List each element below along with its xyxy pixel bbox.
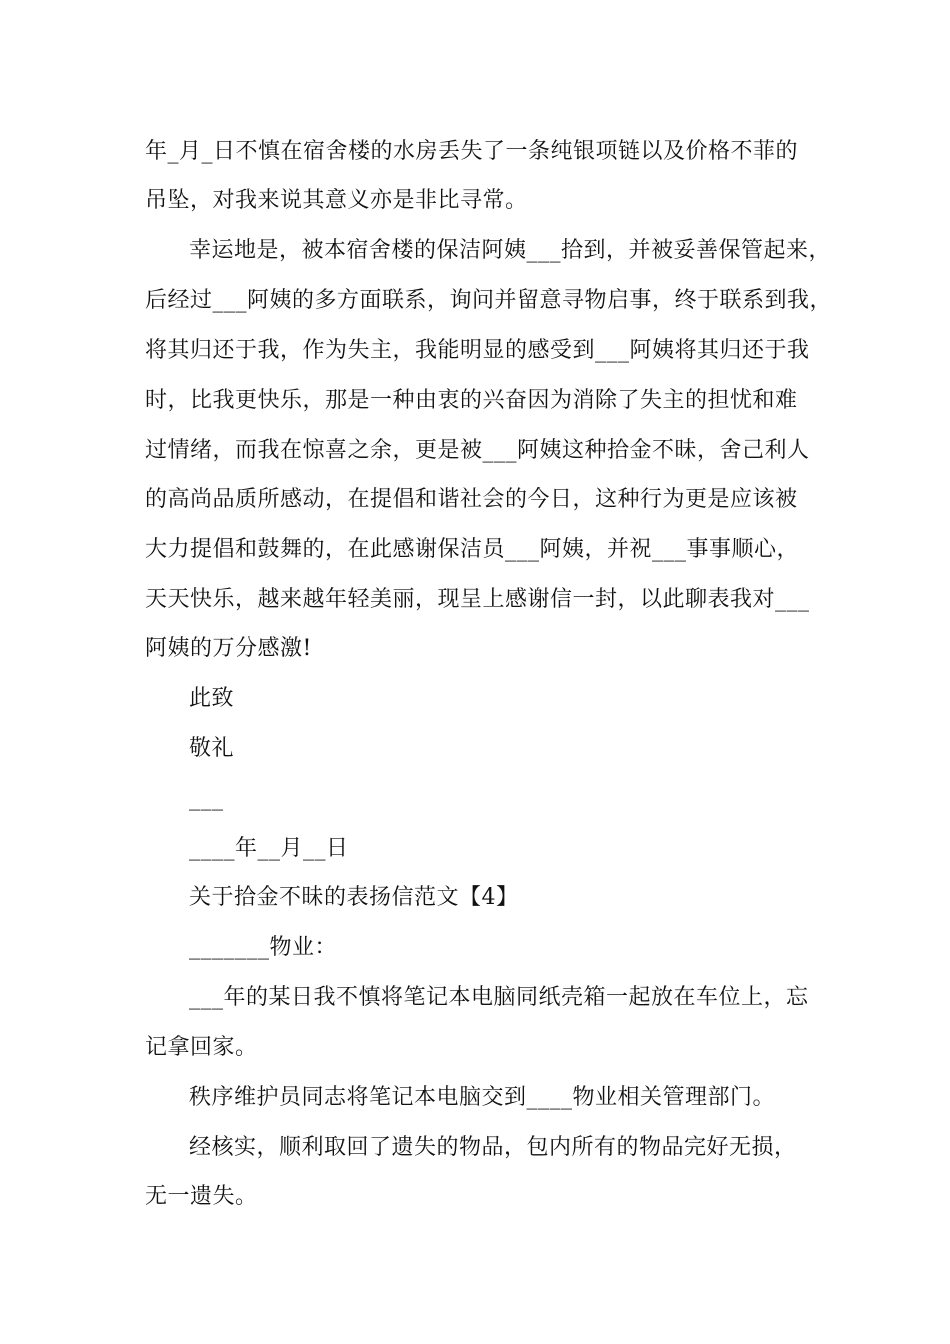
salutation-line: 此致 [189,686,235,711]
date-line: ____年__月__日 [189,836,349,861]
text-line: 将其归还于我，作为失主，我能明显的感受到___阿姨将其归还于我 [145,338,810,363]
text-line: ___年的某日我不慎将笔记本电脑同纸壳箱一起放在车位上，忘 [189,985,809,1010]
text-line: 后经过___阿姨的多方面联系，询问并留意寻物启事，终于联系到我， [145,288,833,313]
recipient-line: _______物业： [189,935,338,960]
text-line: 经核实，顺利取回了遗失的物品，包内所有的物品完好无损， [189,1135,797,1160]
text-line: 天天快乐，越来越年轻美丽，现呈上感谢信一封，以此聊表我对___ [145,587,810,612]
text-line: 秩序维护员同志将笔记本电脑交到____物业相关管理部门。 [189,1085,776,1110]
text-line: 吊坠，对我来说其意义亦是非比寻常。 [145,188,528,213]
text-line: 时，比我更快乐，那是一种由衷的兴奋因为消除了失主的担忧和难 [145,388,798,413]
text-line: 记拿回家。 [145,1035,258,1060]
text-line: 无一遗失。 [145,1184,258,1209]
salutation-line: 敬礼 [189,736,235,761]
signature-line: ___ [189,786,224,811]
text-line: 年_月_日不慎在宿舍楼的水房丢失了一条纯银项链以及价格不菲的 [145,139,799,164]
section-heading: 关于拾金不昧的表扬信范文【4】 [189,885,519,910]
text-line: 过情绪，而我在惊喜之余，更是被___阿姨这种拾金不昧，舍己利人 [145,438,810,463]
text-line: 阿姨的万分感激! [145,636,312,661]
text-line: 的高尚品质所感动，在提倡和谐社会的今日，这种行为更是应该被 [145,487,798,512]
text-line: 大力提倡和鼓舞的，在此感谢保洁员___阿姨，并祝___事事顺心， [145,537,800,562]
text-line: 幸运地是，被本宿舍楼的保洁阿姨___拾到，并被妥善保管起来， [189,238,832,263]
